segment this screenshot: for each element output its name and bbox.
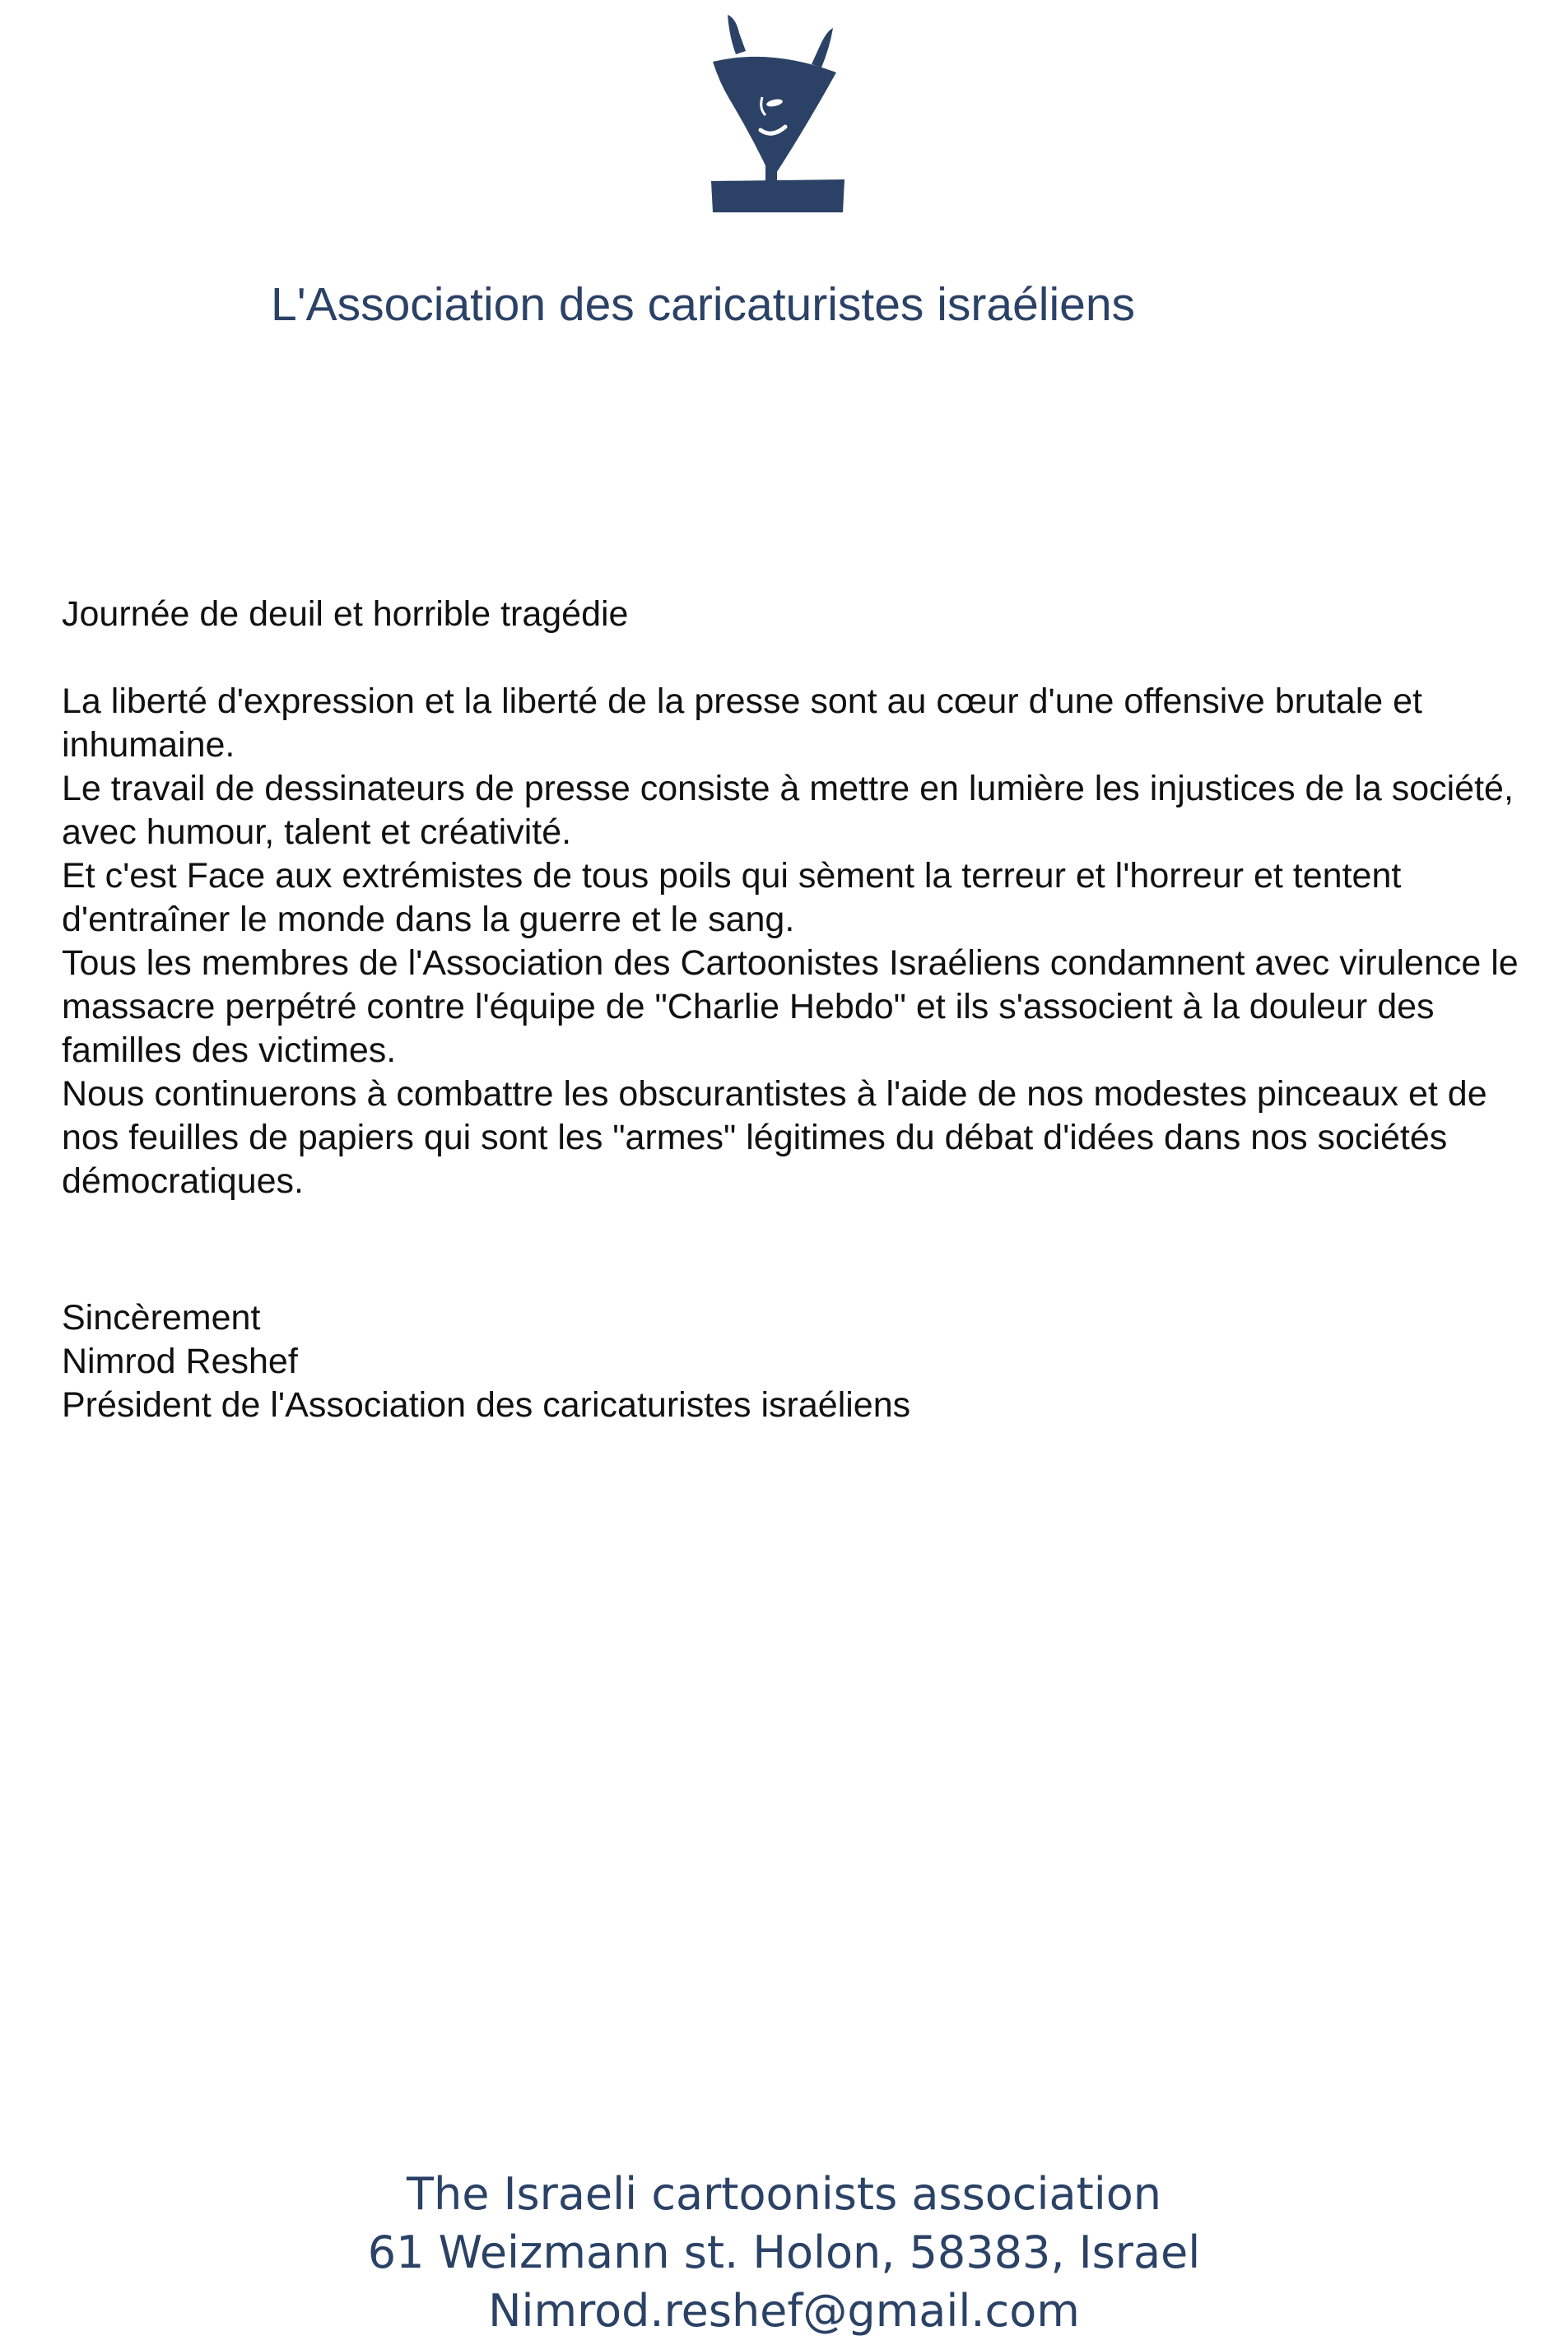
footer-email: Nimrod.reshef@gmail.com	[488, 2285, 1080, 2337]
letter-paragraph: La liberté d'expression et la liberté de la presse sont au cœur d'une offensive brutale et inhumaine.	[62, 682, 1422, 765]
footer-org-name: The Israeli cartoonists association	[406, 2168, 1162, 2220]
letter-paragraph: Tous les membres de l'Association des Cartoonistes Israéliens condamnent avec virulence le massacre perpétré contre l'équipe de "Charlie Hebdo" et ils s'associent à la douleur des familles des victimes.	[62, 943, 1519, 1070]
association-title: L'Association des caricaturistes israéliens	[271, 278, 1136, 331]
letter-paragraph: Nous continuerons à combattre les obscurantistes à l'aide de nos modestes pinceaux et de nos feuilles de papiers qui sont les "armes" légitimes du débat d'idées dans nos sociétés démocratiques.	[62, 1074, 1487, 1201]
letter-body	[62, 593, 1527, 1203]
letter-subject: Journée de deuil et horrible tragédie	[62, 594, 629, 634]
closing-salutation: Sincèrement	[62, 1298, 261, 1338]
signatory-name: Nimrod Reshef	[62, 1342, 298, 1381]
letter-closing	[62, 1296, 910, 1427]
signatory-role: Président de l'Association des caricaturistes israéliens	[62, 1385, 911, 1425]
footer-address: 61 Weizmann st. Holon, 58383, Israel	[367, 2226, 1201, 2278]
letter-paragraph: Et c'est Face aux extrémistes de tous poils qui sèment la terreur et l'horreur et tentent d'entraîner le monde dans la guerre et le sang.	[62, 856, 1402, 939]
association-logo	[680, 0, 869, 230]
horned-face-triangle-logo-icon	[680, 0, 869, 230]
letter-paragraph: Le travail de dessinateurs de presse consiste à mettre en lumière les injustices de la société, avec humour, talent et créativité.	[62, 769, 1514, 852]
letterhead-footer	[0, 2165, 1568, 2340]
